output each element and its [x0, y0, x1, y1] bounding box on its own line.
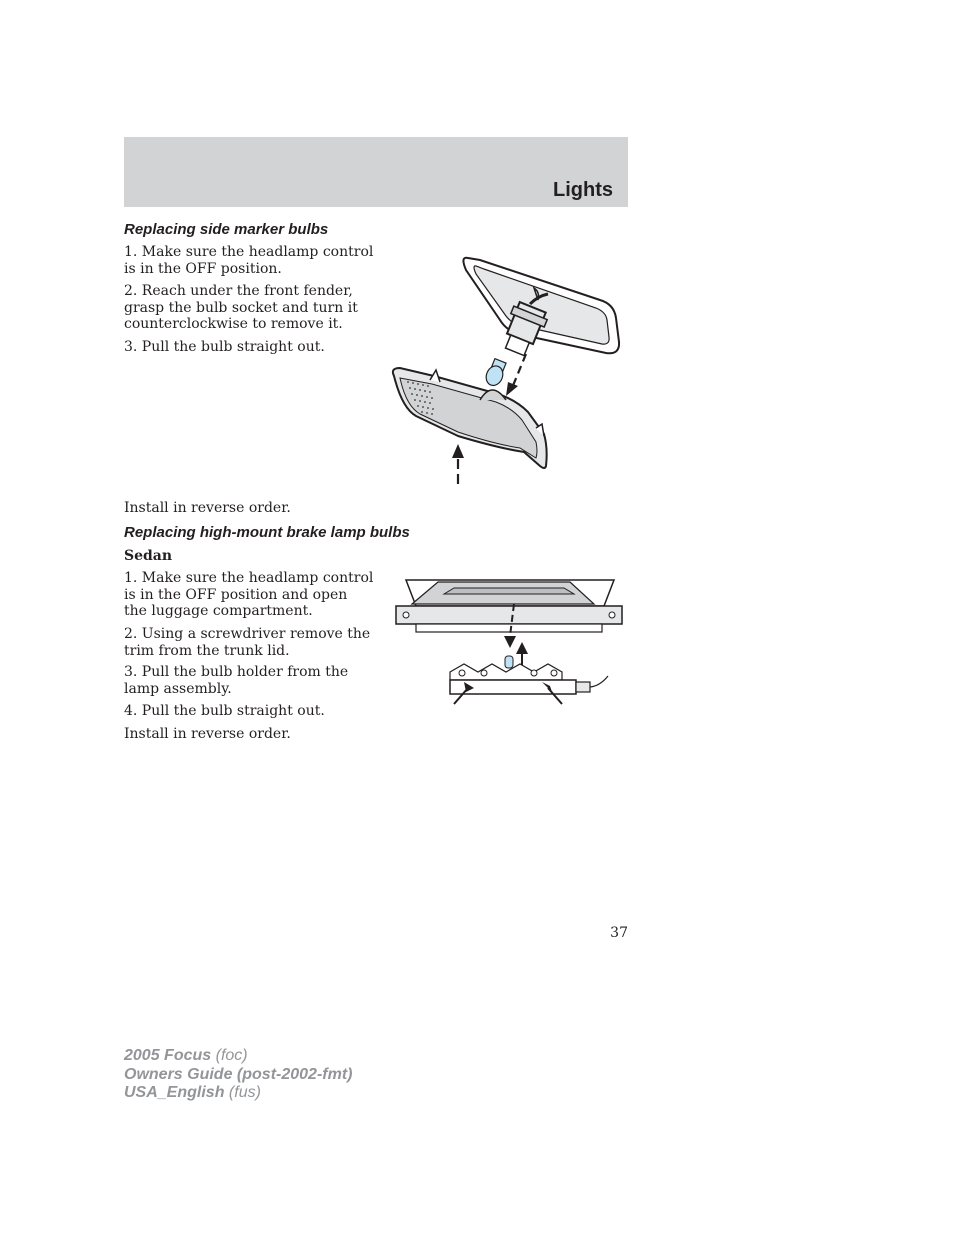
step-text: 3. Pull the bulb holder from the lamp assembly. — [124, 664, 349, 697]
chapter-title: Lights — [553, 179, 613, 201]
step-text: 2. Using a screwdriver remove the trim from the trunk lid. — [124, 626, 371, 659]
closing-text: Install in reverse order. — [124, 726, 291, 742]
footer-model-code: (foc) — [215, 1047, 248, 1064]
side-marker-bulb-illustration — [388, 252, 624, 488]
footer-guide: Owners Guide (post-2002-fmt) — [124, 1065, 353, 1083]
section-heading-side-marker: Replacing side marker bulbs — [124, 221, 329, 238]
document-footer — [124, 1047, 352, 1103]
chapter-header-band — [124, 137, 628, 207]
step-text: 4. Pull the bulb straight out. — [124, 703, 325, 719]
brake-lamp-illustration — [394, 576, 626, 708]
step-text: 3. Pull the bulb straight out. — [124, 339, 325, 355]
step-text: 1. Make sure the headlamp control is in the OFF position and open the luggage compartment. — [124, 570, 374, 619]
footer-language-code: (fus) — [228, 1084, 261, 1101]
step-text: 1. Make sure the headlamp control is in the OFF position. — [124, 244, 374, 277]
subheading-sedan: Sedan — [124, 548, 173, 564]
step-text: 2. Reach under the front fender, grasp the bulb socket and turn it counterclockwise to remove it. — [124, 283, 358, 332]
footer-language: USA_English — [124, 1084, 225, 1101]
footer-model: 2005 Focus — [124, 1047, 212, 1064]
page-number: 37 — [610, 925, 628, 941]
closing-text: Install in reverse order. — [124, 500, 291, 516]
section-heading-brake-lamp: Replacing high-mount brake lamp bulbs — [124, 524, 410, 541]
